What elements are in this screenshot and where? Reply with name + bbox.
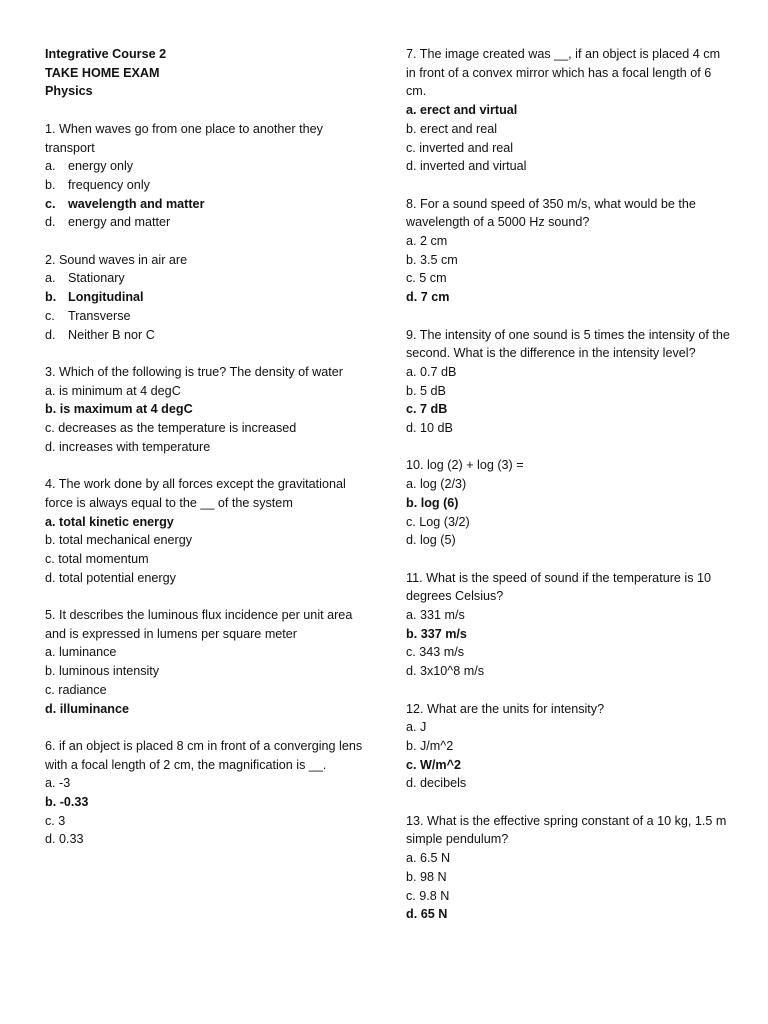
option-a: a. Stationary [45, 271, 125, 286]
option-a: a. 331 m/s [406, 608, 465, 623]
question-stem: 12. What are the units for intensity? [406, 701, 605, 716]
question-stem: 10. log (2) + log (3) = [406, 458, 524, 473]
option-d: d. inverted and virtual [406, 159, 527, 174]
question-8 [406, 195, 732, 307]
option-a: a. 6.5 N [406, 851, 451, 866]
option-a-answer: a. erect and virtual [406, 103, 518, 118]
option-a: a. 2 cm [406, 234, 448, 249]
option-b: b. 98 N [406, 869, 447, 884]
option-a: a. -3 [45, 776, 71, 791]
question-stem: 11. What is the speed of sound if the temperature is 10 degrees Celsius? [406, 570, 711, 604]
option-c: c. Log (3/2) [406, 514, 470, 529]
question-6 [45, 737, 363, 849]
option-d: d. log (5) [406, 533, 456, 548]
option-a: a. log (2/3) [406, 477, 467, 492]
question-11 [406, 569, 732, 681]
question-2 [45, 251, 363, 345]
option-d: d. 10 dB [406, 421, 453, 436]
question-3 [45, 363, 363, 457]
question-1 [45, 120, 363, 232]
option-b-answer: b. -0.33 [45, 795, 89, 810]
question-7 [406, 45, 732, 176]
question-9 [406, 326, 732, 438]
question-stem: 8. For a sound speed of 350 m/s, what would be the wavelength of a 5000 Hz sound? [406, 196, 696, 230]
subject-title: Physics [45, 84, 93, 99]
question-12 [406, 700, 732, 794]
option-d: d. total potential energy [45, 570, 176, 585]
option-c-answer: c. wavelength and matter [45, 196, 205, 211]
option-a-answer: a. total kinetic energy [45, 514, 174, 529]
question-stem: 1. When waves go from one place to another they transport [45, 121, 323, 155]
option-b: b. total mechanical energy [45, 533, 193, 548]
option-b: b. J/m^2 [406, 738, 454, 753]
option-c: c. Transverse [45, 308, 131, 323]
option-d: d. decibels [406, 776, 467, 791]
question-4 [45, 475, 363, 587]
option-d-answer: d. 65 N [406, 907, 448, 922]
question-13 [406, 812, 732, 924]
question-stem: 4. The work done by all forces except the gravitational force is always equal to the __ of the system [45, 477, 346, 510]
option-a: a. energy only [45, 159, 134, 174]
option-c: c. 3 [45, 813, 66, 828]
option-c: c. 9.8 N [406, 888, 450, 903]
question-stem: 2. Sound waves in air are [45, 252, 188, 267]
question-stem: 5. It describes the luminous flux incidence per unit area and is expressed in lumens per square meter [45, 608, 353, 641]
option-d: d. increases with temperature [45, 439, 211, 454]
option-b-answer: b. Longitudinal [45, 290, 144, 305]
option-b-answer: b. log (6) [406, 495, 459, 510]
option-d: d. 0.33 [45, 832, 84, 847]
option-b: b. erect and real [406, 121, 498, 136]
course-title: Integrative Course 2 [45, 47, 167, 61]
option-b-answer: b. 337 m/s [406, 626, 467, 641]
question-stem: 3. Which of the following is true? The density of water [45, 364, 343, 379]
option-c: c. inverted and real [406, 140, 514, 155]
option-c: c. decreases as the temperature is increased [45, 421, 297, 436]
option-c: c. total momentum [45, 551, 149, 566]
option-c: c. 5 cm [406, 271, 447, 286]
question-10 [406, 456, 732, 550]
question-stem: 13. What is the effective spring constant of a 10 kg, 1.5 m simple pendulum? [406, 813, 727, 847]
right-column [406, 45, 732, 924]
option-b: b. frequency only [45, 177, 150, 192]
option-d: d. Neither B nor C [45, 327, 155, 342]
option-d-answer: d. illuminance [45, 701, 129, 716]
question-stem: 9. The intensity of one sound is 5 times the intensity of the second. What is the difference in the intensity level? [406, 327, 730, 361]
question-stem: 6. if an object is placed 8 cm in front of a converging lens with a focal length of 2 cm, the magnification is __. [45, 738, 363, 772]
question-5 [45, 606, 363, 718]
option-c: c. radiance [45, 682, 107, 697]
question-stem: 7. The image created was __, if an object is placed 4 cm in front of a convex mirror which has a focal length of 6 cm. [406, 47, 721, 99]
option-c-answer: c. W/m^2 [406, 757, 461, 772]
option-b: b. 3.5 cm [406, 252, 458, 267]
option-d: d. 3x10^8 m/s [406, 664, 485, 679]
option-b: b. luminous intensity [45, 664, 160, 679]
option-a: a. 0.7 dB [406, 364, 457, 379]
option-a: a. luminance [45, 645, 117, 660]
option-b-answer: b. is maximum at 4 degC [45, 402, 193, 417]
option-d: d. energy and matter [45, 215, 171, 230]
option-d-answer: d. 7 cm [406, 290, 450, 305]
option-c: c. 343 m/s [406, 645, 465, 660]
option-a: a. J [406, 720, 427, 735]
option-c-answer: c. 7 dB [406, 402, 448, 417]
left-column [45, 45, 363, 849]
exam-title: TAKE HOME EXAM [45, 65, 160, 80]
option-a: a. is minimum at 4 degC [45, 383, 181, 398]
option-b: b. 5 dB [406, 383, 446, 398]
